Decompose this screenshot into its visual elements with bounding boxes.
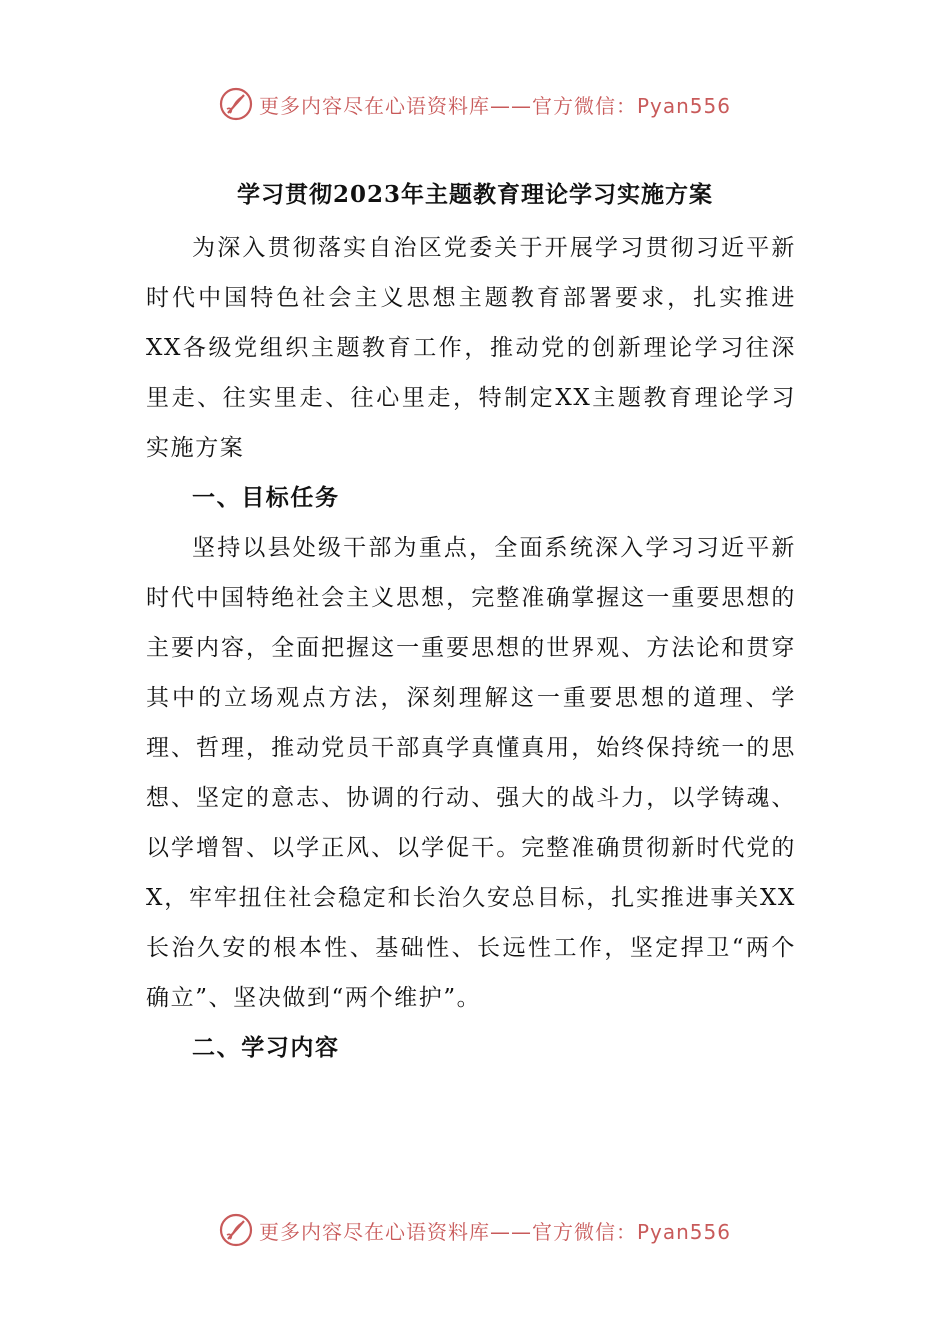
footer-watermark-text: 更多内容尽在心语资料库——官方微信：Pyan556 bbox=[258, 1219, 731, 1244]
footer-watermark-banner bbox=[0, 1210, 950, 1250]
document-body bbox=[146, 223, 796, 1073]
goals-paragraph: 坚持以县处级干部为重点，全面系统深入学习习近平新时代中国特绝社会主义思想，完整准确掌握这一重要思想的主要内容，全面把握这一重要思想的世界观、方法论和贯穿其中的立场观点方法，深刻理解这一重要思想的道理、学理、哲理，推动党员干部真学真懂真用，始终保持统一的思想、坚定的意志、协调的行动、强大的战斗力，以学铸魂、以学增智、以学正风、以学促干。完整准确贯彻新时代党的X，牢牢扭住社会稳定和长治久安总目标，扎实推进事关XX长治久安的根本性、基础性、长远性工作，坚定捍卫“两个确立”、坚决做到“两个维护”。 bbox=[146, 535, 796, 1011]
section-heading-goals: 一、目标任务 bbox=[192, 484, 340, 511]
header-watermark-text: 更多内容尽在心语资料库——官方微信：Pyan556 bbox=[258, 93, 731, 118]
intro-paragraph: 为深入贯彻落实自治区党委关于开展学习贯彻习近平新时代中国特色社会主义思想主题教育部署要求，扎实推进XX各级党组织主题教育工作，推动党的创新理论学习往深里走、往实里走、往心里走，特制定XX主题教育理论学习实施方案 bbox=[146, 235, 796, 461]
document-title: 学习贯彻2023年主题教育理论学习实施方案 bbox=[236, 181, 713, 208]
quill-pen-logo-icon bbox=[219, 1213, 253, 1247]
header-watermark-banner bbox=[0, 84, 950, 124]
section-heading-content: 二、学习内容 bbox=[192, 1034, 340, 1061]
quill-pen-logo-icon bbox=[219, 87, 253, 121]
